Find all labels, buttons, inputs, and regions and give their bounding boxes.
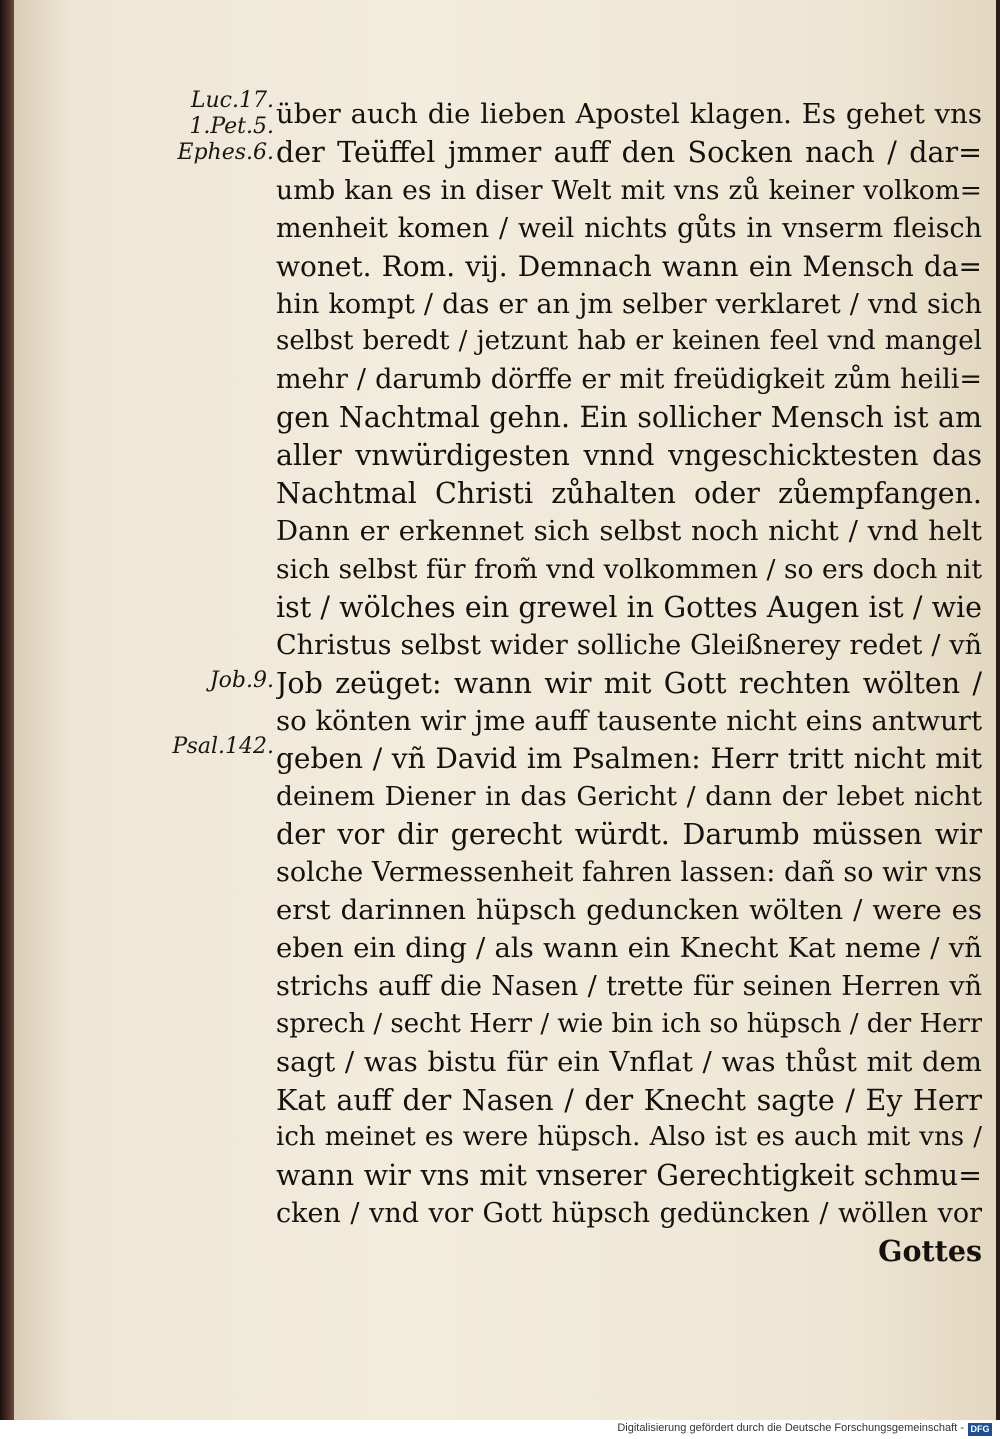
text-line: cken / vnd vor Gott hüpsch gedüncken / wöllen vor	[276, 1198, 982, 1230]
text-line: sprech / secht Herr / wie bin ich so hüpsch / der Herr	[276, 1008, 982, 1039]
text-line: über auch die lieben Apostel klagen. Es gehet vns	[276, 98, 982, 130]
margin-note-psalm: Psal.142.	[172, 734, 274, 759]
text-line: mehr / darumb dörffe er mit freüdigkeit zům heili=	[276, 364, 982, 396]
text-line: Dann er erkennet sich selbst noch nicht / vnd helt	[276, 514, 982, 547]
text-line: der Teüffel jmmer auff den Socken nach / dar=	[276, 135, 982, 169]
text-line: erst darinnen hüpsch geduncken wölten / were es	[276, 894, 982, 927]
text-line: umb kan es in diser Welt mit vns zů keiner volkom=	[276, 174, 982, 206]
text-line: Kat auff der Nasen / der Knecht sagte / Ey Herr	[276, 1083, 982, 1117]
text-line: gen Nachtmal gehn. Ein sollicher Mensch ist am	[276, 401, 982, 435]
text-line: der vor dir gerecht würdt. Darumb müssen wir	[276, 818, 982, 852]
text-line: Nachtmal Christi zůhalten oder zůempfangen.	[276, 477, 982, 511]
footer-bar	[0, 1420, 1000, 1439]
text-line: ich meinet es were hüpsch. Also ist es auch mit vns /	[276, 1122, 982, 1153]
text-line: menheit komen / weil nichts gůts in vnserm fleisch	[276, 212, 982, 244]
text-line: Christus selbst wider solliche Gleißnerey redet / vñ	[276, 629, 982, 661]
text-line: hin kompt / das er an jm selber verklaret / vnd sich	[276, 288, 982, 320]
text-line: selbst beredt / jetzunt hab er keinen feel vnd mangel	[276, 326, 982, 357]
text-line: solche Vermessenheit fahren lassen: dañ so wir vns	[276, 857, 982, 889]
catchword: Gottes	[878, 1234, 982, 1269]
margin-note-job: Job.9.	[209, 668, 274, 693]
book-spine	[0, 0, 14, 1420]
text-line: Job zeüget: wann wir mit Gott rechten wölten /	[276, 666, 982, 700]
funding-credit: Digitalisierung gefördert durch die Deutsche Forschungsgemeinschaft -	[617, 1422, 964, 1434]
text-line: strichs auff die Nasen / trette für seinen Herren vñ	[276, 970, 982, 1002]
text-line: ist / wölches ein grewel in Gottes Augen ist / wie	[276, 590, 982, 624]
text-line: deinem Diener in das Gericht / dann der lebet nicht	[276, 781, 982, 813]
body-text	[276, 96, 982, 1271]
text-line: wann wir vns mit vnserer Gerechtigkeit schmu=	[276, 1159, 982, 1193]
text-line: aller vnwürdigesten vnnd vngeschicktesten das	[276, 439, 982, 473]
page-sheet	[14, 0, 1000, 1420]
text-line: geben / vñ David im Psalmen: Herr tritt nicht mit	[276, 742, 982, 776]
dfg-logo-icon: DFG	[968, 1423, 992, 1436]
text-line: so könten wir jme auff tausente nicht eins antwurt	[276, 704, 982, 737]
text-line: wonet. Rom. vij. Demnach wann ein Mensch da=	[276, 249, 982, 283]
text-line: sagt / was bistu für ein Vnflat / was thůst mit dem	[276, 1045, 982, 1078]
margin-note-luke: Luc.17. 1.Pet.5. Ephes.6.	[177, 88, 274, 165]
text-line: eben ein ding / als wann ein Knecht Kat neme / vñ	[276, 931, 982, 964]
text-line: sich selbst für from̃ vnd volkommen / so ers doch nit	[276, 553, 982, 585]
